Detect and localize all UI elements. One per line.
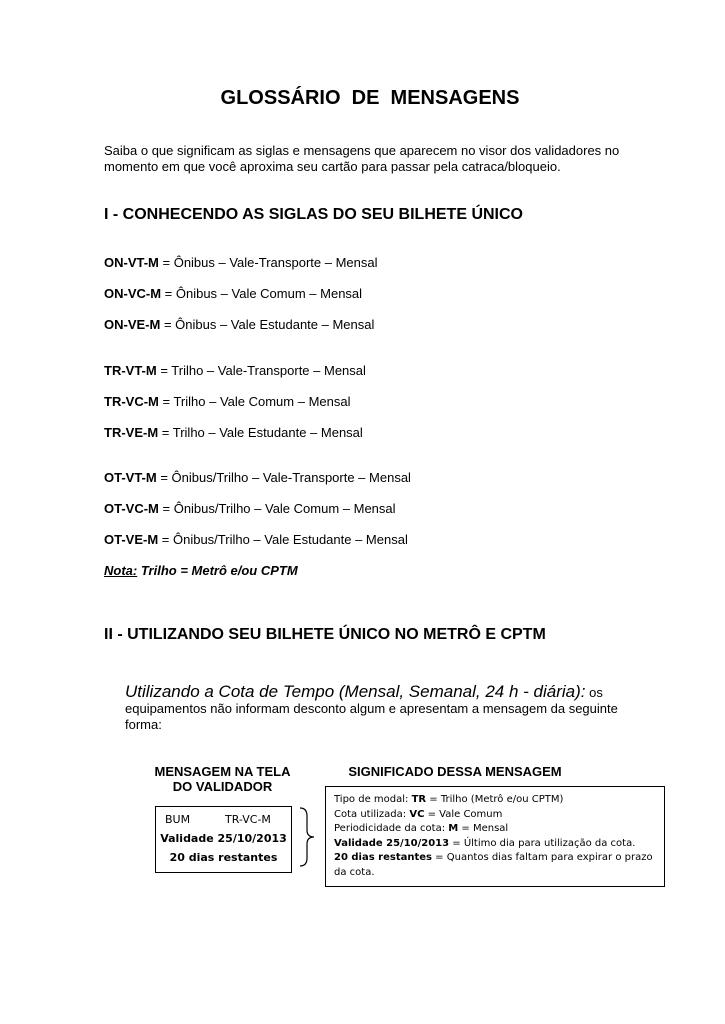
sigla-item: [104, 317, 374, 332]
meaning-line-cota: Cota utilizada: VC = Vale Comum: [334, 808, 503, 820]
sigla-code: ON-VC-M: [104, 286, 162, 301]
sigla-code: ON-VT-M: [104, 255, 159, 270]
sigla-description: = Trilho – Vale Estudante – Mensal: [158, 425, 363, 440]
intro-text: Saiba o que significam as siglas e mensagens que aparecem no visor dos validadores no momento em que você aproxima seu cartão para passar pela catraca/bloqueio.: [104, 143, 620, 174]
sigla-item: [104, 425, 363, 440]
note: [104, 563, 298, 578]
sigla-item: [104, 470, 411, 485]
column-header-meaning: SIGNIFICADO DESSA MENSAGEM: [348, 764, 562, 779]
sigla-code: OT-VT-M: [104, 470, 157, 485]
sigla-code: OT-VC-M: [104, 501, 159, 516]
sigla-item: [104, 363, 366, 378]
screen-validade: Validade 25/10/2013: [160, 832, 287, 845]
section-2-heading: II - UTILIZANDO SEU BILHETE ÚNICO NO METRÔ E CPTM: [104, 626, 546, 643]
column-header-screen-line2: DO VALIDADOR: [172, 779, 273, 794]
meaning-line-validade: Validade 25/10/2013 = Último dia para utilização da cota.: [334, 837, 636, 849]
meaning-line-modal: Tipo de modal: TR = Trilho (Metrô e/ou CPTM): [334, 794, 564, 805]
brace-icon: [297, 806, 319, 868]
meaning-box: [325, 786, 665, 887]
sigla-description: = Ônibus/Trilho – Vale-Transporte – Mensal: [156, 470, 411, 485]
validator-screen-box: [155, 806, 292, 873]
section-1-heading: I - CONHECENDO AS SIGLAS DO SEU BILHETE ÚNICO: [104, 206, 523, 223]
sigla-code: ON-VE-M: [104, 317, 161, 332]
meaning-line-periodicidade: Periodicidade da cota: M = Mensal: [334, 823, 509, 834]
sigla-description: = Trilho – Vale-Transporte – Mensal: [156, 363, 366, 378]
sigla-item: [104, 286, 362, 301]
note-text: Trilho = Metrô e/ou CPTM: [137, 563, 298, 578]
sigla-code: TR-VC-M: [104, 394, 159, 409]
sigla-description: = Ônibus/Trilho – Vale Comum – Mensal: [158, 501, 396, 516]
page-title: GLOSSÁRIO DE MENSAGENS: [220, 87, 520, 109]
sigla-description: = Ônibus – Vale Comum – Mensal: [161, 286, 363, 301]
screen-code: TR-VC-M: [225, 813, 271, 826]
sigla-code: TR-VT-M: [104, 363, 157, 378]
sigla-description: = Ônibus/Trilho – Vale Estudante – Mensal: [158, 532, 408, 547]
screen-dias: 20 dias restantes: [169, 851, 278, 864]
sigla-description: = Ônibus – Vale-Transporte – Mensal: [158, 255, 378, 270]
sigla-item: [104, 394, 350, 409]
sigla-item: [104, 501, 396, 516]
cota-paragraph: [125, 684, 635, 733]
sigla-code: TR-VE-M: [104, 425, 159, 440]
cota-lead: Utilizando a Cota de Tempo (Mensal, Semanal, 24 h - diária):: [125, 682, 586, 701]
sigla-item: [104, 255, 377, 270]
sigla-item: [104, 532, 408, 547]
column-header-screen-line1: MENSAGEM NA TELA: [154, 764, 291, 779]
meaning-line-dias: 20 dias restantes = Quantos dias faltam para expirar o prazo da cota.: [334, 852, 653, 878]
sigla-code: OT-VE-M: [104, 532, 159, 547]
note-label: Nota:: [104, 563, 138, 578]
screen-bum: BUM: [165, 813, 191, 826]
sigla-description: = Trilho – Vale Comum – Mensal: [158, 394, 351, 409]
cota-rest: os equipamentos não informam desconto algum e apresentam a mensagem da seguinte forma:: [125, 685, 618, 732]
sigla-description: = Ônibus – Vale Estudante – Mensal: [160, 317, 375, 332]
column-header-screen: [140, 764, 305, 794]
